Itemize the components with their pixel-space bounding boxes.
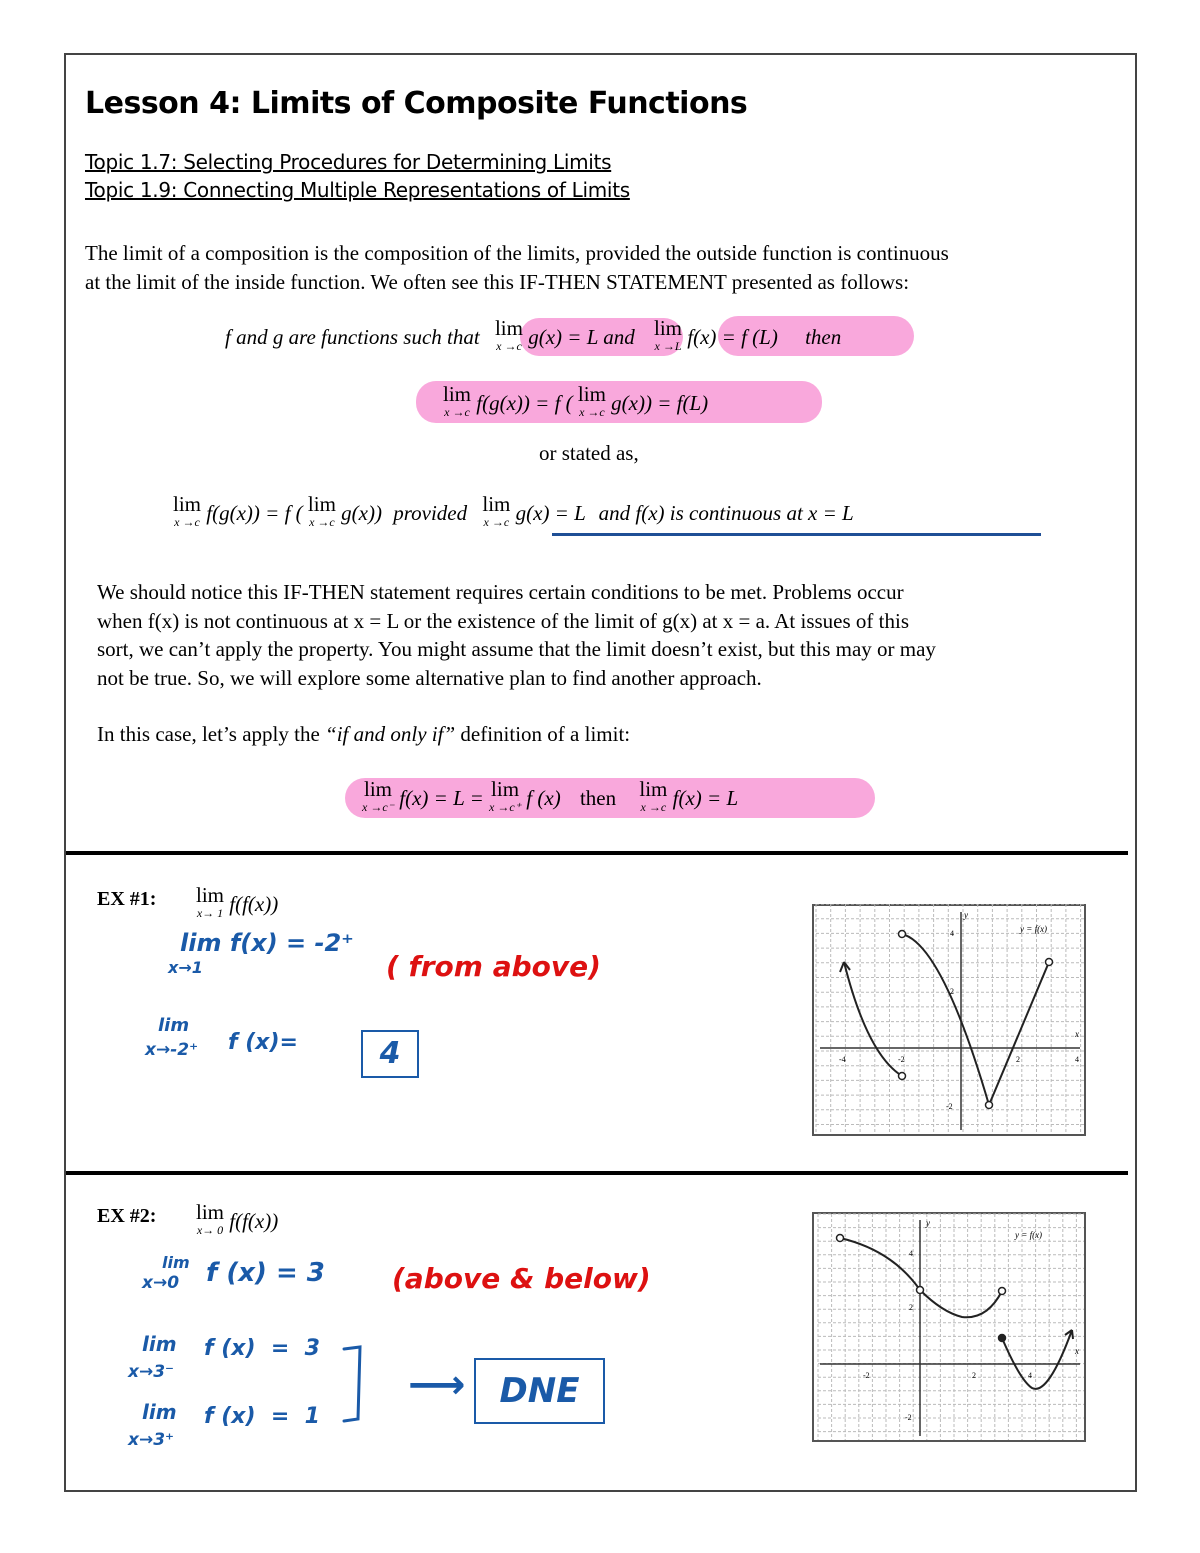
ex1-hw2-lim: lim (158, 1015, 190, 1036)
formula-then: then (805, 325, 842, 349)
ex1-xtick: 4 (1075, 1055, 1079, 1064)
ex2-hw1: f (x) = 3 (206, 1258, 325, 1288)
ex2-closed-point (999, 1335, 1006, 1342)
lim-word: lim (491, 777, 520, 801)
ex2-xtick: 4 (1028, 1371, 1032, 1380)
ex1-expression (196, 885, 278, 919)
ex2-arrow: ⟶ (408, 1362, 466, 1408)
para2-line: sort, we can’t apply the property. You might assume that the limit doesn’t exist, but this may or may (97, 637, 936, 661)
formula-and: and (603, 325, 635, 349)
ex1-open-point (899, 931, 906, 938)
ex1-hw-line1: lim f(x) = -2⁺ (180, 929, 354, 957)
lim-word: lim (173, 492, 202, 516)
lim-word: lim (196, 883, 225, 907)
lim-sub: x →c (174, 515, 200, 529)
ex1-expr: f(f(x)) (229, 892, 279, 916)
ex2-expr: f(f(x)) (229, 1209, 279, 1233)
ex2-xtick: 2 (972, 1371, 976, 1380)
ex2-hw3-lim: lim (142, 1400, 177, 1424)
iff-paragraph (97, 720, 630, 749)
page-title: Lesson 4: Limits of Composite Functions (85, 86, 748, 121)
ex1-ytick: 2 (950, 987, 954, 996)
para3-post: definition of a limit: (455, 722, 631, 746)
ex2-expression (196, 1202, 278, 1236)
formula4-then: then (579, 786, 617, 810)
ex1-hw-line1-sub: x→1 (168, 958, 203, 977)
formula4-left: f(x) = L = (399, 786, 484, 810)
lim-word: lim (494, 316, 523, 340)
ex1-graph-frame (813, 905, 1085, 1135)
ex1-open-point (899, 1073, 906, 1080)
intro-paragraph (85, 239, 1125, 296)
ex2-xlabel: x (1075, 1346, 1079, 1356)
or-stated: or stated as, (539, 441, 639, 465)
ex1-xtick: 2 (1016, 1055, 1020, 1064)
ex1-open-point (1046, 959, 1053, 966)
divider-1 (66, 851, 1128, 855)
formula-provided (173, 494, 854, 528)
para3-pre: In this case, let’s apply the (97, 722, 326, 746)
lim-word: lim (196, 1200, 225, 1224)
lim-sub: x →c (309, 515, 335, 529)
para2-line: We should notice this IF-THEN statement requires certain conditions to be met. Problems occur (97, 580, 904, 604)
ex1-open-point (986, 1102, 993, 1109)
intro-line-2: at the limit of the inside function. We often see this IF-THEN STATEMENT presented as follows: (85, 269, 910, 294)
ex1-hw2: f (x)= (228, 1030, 298, 1055)
lim-sub: x →c (483, 515, 510, 529)
ex2-answer-box: DNE (474, 1358, 605, 1424)
ex1-ylabel: y (964, 910, 968, 920)
topic-1-9: Topic 1.9: Connecting Multiple Representations of Limits (85, 178, 630, 202)
lim-sub: x →c (496, 339, 522, 353)
formula3-inner: g(x)) (341, 501, 382, 525)
formula3-provided: provided (393, 501, 468, 525)
underline-blue (552, 533, 1041, 536)
para2-line: when f(x) is not continuous at x = L or the existence of the limit of g(x) at x = a. At issues of this (97, 608, 910, 633)
para2-line: not be true. So, we will explore some alternative plan to find another approach. (97, 665, 762, 690)
lim-sub: x→ 1 (196, 906, 224, 920)
ex2-open-point (999, 1288, 1006, 1295)
lim-sub: x →L (654, 339, 682, 353)
formula3-cond: g(x) = L (515, 501, 586, 525)
formula4-mid: f (x) (526, 786, 561, 810)
formula3-left: f(g(x)) = f ( (206, 501, 303, 525)
ex2-bracket (340, 1343, 366, 1425)
intro-line-1: The limit of a composition is the composition of the limits, provided the outside function is continuous (85, 241, 949, 265)
lim-sub: x →c (444, 405, 470, 419)
lim-word: lim (363, 777, 392, 801)
ex2-open-point (837, 1235, 844, 1242)
formula-composition (443, 384, 708, 418)
conditions-paragraph (97, 578, 1117, 692)
ex1-func-label: y = f(x) (1020, 924, 1048, 934)
ex1-label: EX #1: (97, 888, 157, 910)
lim-word: lim (443, 382, 472, 406)
formula-cond2: f(x) = f (L) (687, 325, 778, 349)
ex1-hw-note: ( from above) (386, 950, 601, 983)
ex2-hw2-sub: x→3⁻ (128, 1362, 175, 1382)
lim-word: lim (482, 492, 511, 516)
formula3-tail: and f(x) is continuous at x = L (598, 501, 854, 525)
ex1-xtick: -4 (839, 1055, 846, 1064)
ex1-hw2-sub: x→-2⁺ (145, 1040, 199, 1060)
formula-cond1: g(x) = L (528, 325, 599, 349)
para3-iff: “if and only if” (325, 722, 456, 746)
lim-word: lim (307, 492, 336, 516)
ex2-hw3-sub: x→3⁺ (128, 1430, 175, 1450)
formula4-right: f(x) = L (672, 786, 739, 810)
ex1-ytick: -2 (946, 1102, 953, 1111)
ex2-label: EX #2: (97, 1205, 157, 1227)
lim-sub: x→ 0 (196, 1223, 224, 1237)
formula-iff (362, 779, 738, 813)
ex2-open-point (917, 1287, 924, 1294)
ex2-ytick: 2 (909, 1303, 913, 1312)
lim-word: lim (639, 777, 668, 801)
ex2-graph (812, 1212, 1086, 1442)
formula-if-statement (225, 318, 841, 352)
ex1-graph (812, 904, 1086, 1136)
lim-word: lim (577, 382, 606, 406)
ex2-hw2: f (x) = 3 (204, 1336, 320, 1361)
ex2-hw3: f (x) = 1 (204, 1404, 320, 1429)
topic-1-7: Topic 1.7: Selecting Procedures for Determining Limits (85, 150, 612, 174)
formula2-left: f(g(x)) = f ( (476, 391, 573, 415)
lim-sub: x →c⁺ (489, 800, 522, 814)
ex2-graph-frame (813, 1213, 1085, 1441)
ex2-xtick: -2 (863, 1371, 870, 1380)
ex2-hw1-lim: lim (162, 1253, 190, 1272)
formula-prefix: f and g are functions such that (225, 325, 480, 349)
ex2-hw-note: (above & below) (392, 1262, 651, 1295)
ex2-func-label: y = f(x) (1015, 1230, 1043, 1240)
lim-sub: x →c⁻ (362, 800, 394, 814)
formula2-inner: g(x)) = f(L) (611, 391, 709, 415)
lim-sub: x →c (640, 800, 667, 814)
divider-2 (66, 1171, 1128, 1175)
ex2-ylabel: y (926, 1218, 930, 1228)
ex2-hw2-lim: lim (142, 1332, 177, 1356)
ex1-ytick: 4 (950, 929, 954, 938)
ex2-ytick: -2 (905, 1413, 912, 1422)
ex2-ytick: 4 (909, 1249, 913, 1258)
ex1-xlabel: x (1075, 1029, 1079, 1039)
ex1-answer-box: 4 (361, 1030, 419, 1078)
lim-sub: x →c (579, 405, 605, 419)
lim-word: lim (654, 316, 683, 340)
ex1-xtick: -2 (898, 1055, 905, 1064)
ex2-hw1-sub: x→0 (142, 1273, 180, 1293)
